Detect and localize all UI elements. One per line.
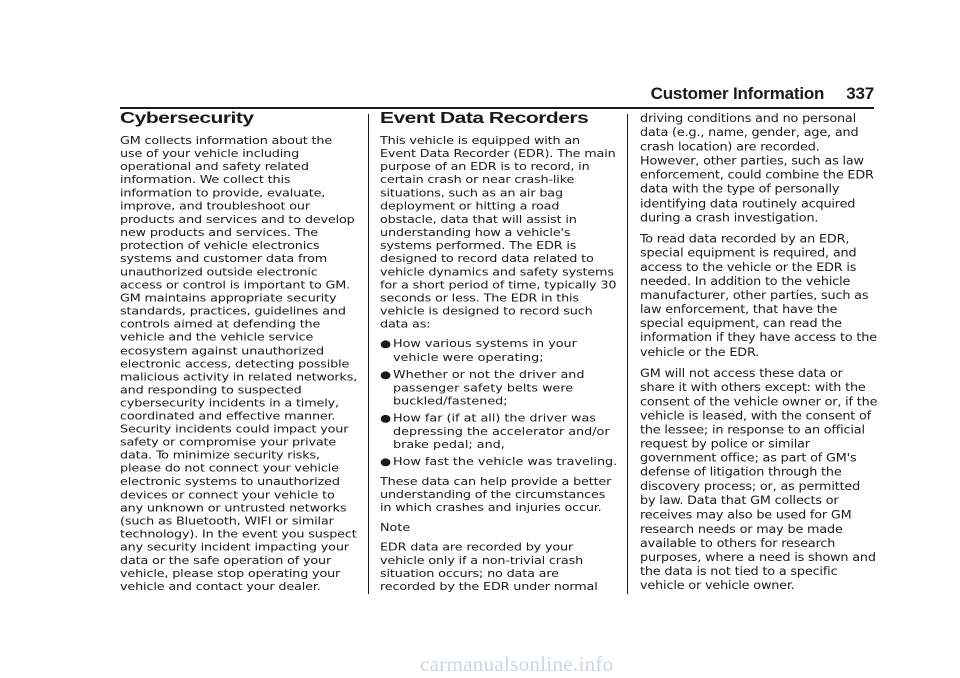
page-header xyxy=(651,84,874,104)
note-heading: Note xyxy=(380,522,411,534)
note-body: EDR data are recorded by your vehicle only if a non-trivial crash situation occurs; no data are recorded by the EDR under normal xyxy=(380,541,598,593)
section-heading-cybersecurity: Cybersecurity xyxy=(120,110,254,127)
column-divider xyxy=(627,114,628,594)
header-divider xyxy=(120,107,874,109)
edr-paragraph-1: driving conditions and no personal data (e.g., name, gender, age, and crash location) are recorded. However, other parties, such as law enforcement, could combine the EDR data with the type of personally identifying data routinely acquired during a crash investigation. xyxy=(640,112,874,225)
list-item: ● How various systems in your vehicle were operating; xyxy=(380,338,577,364)
bullet-icon: ● xyxy=(380,338,392,351)
column-divider xyxy=(368,114,369,594)
list-item: ● How fast the vehicle was traveling. xyxy=(380,456,618,469)
page-number: 337 xyxy=(846,84,874,103)
edr-after-bullets: These data can help provide a better understanding of the circumstances in which crashes and injuries occur. xyxy=(380,476,612,515)
edr-intro: This vehicle is equipped with an Event Data Recorder (EDR). The main purpose of an EDR is to record, in certain crash or near crash-like situations, such as an air bag deployment or hitting a road obstacle, data that will assist in understanding how a vehicle's systems performed. The EDR is designed to record data related to vehicle dynamics and safety systems for a short period of time, typically 30 seconds or less. The EDR in this vehicle is designed to record such data as: xyxy=(380,135,617,331)
watermark: carmanualsonline.info xyxy=(420,652,614,676)
bullet-icon: ● xyxy=(380,412,392,425)
cybersecurity-body: GM collects information about the use of your vehicle including operational and safety related information. We collect this information to provide, evaluate, improve, and troubleshoot our products and services and to develop new products and services. The protection of vehicle electronics systems and customer data from unauthorized outside electronic access or control is important to GM. GM maintains appropriate security standards, practices, guidelines and controls aimed at defending the vehicle and the vehicle service ecosystem against unauthorized electronic access, detecting possible malicious activity in related networks, and responding to suspected cybersecurity incidents in a timely, coordinated and effective manner. Security incidents could impact your safety or compromise your private data. To minimize security risks, please do not connect your vehicle electronic systems to unauthorized devices or connect your vehicle to any unknown or untrusted networks (such as Bluetooth, WIFI or similar technology). In the event you suspect any security incident impacting your data or the safe operation of your vehicle, please stop operating your vehicle and contact your dealer. xyxy=(120,135,358,593)
list-item: ● How far (if at all) the driver was depressing the accelerator and/or brake pedal; and, xyxy=(380,412,610,451)
column-event-data-recorders xyxy=(380,110,618,600)
list-item: ● Whether or not the driver and passenger safety belts were buckled/fastened; xyxy=(380,369,585,408)
section-heading-edr: Event Data Recorders xyxy=(380,110,589,127)
column-cybersecurity xyxy=(120,110,358,600)
bullet-icon: ● xyxy=(380,369,392,381)
column-edr-continued xyxy=(640,112,878,600)
edr-paragraph-2: To read data recorded by an EDR, special equipment is required, and access to the vehicle or the EDR is needed. In addition to the vehicle manufacturer, other parties, such as law enforcement, that have the special equipment, can read the information if they have access to the vehicle or the EDR. xyxy=(640,233,877,359)
edr-paragraph-3: GM will not access these data or share it with others except: with the consent of the vehicle owner or, if the vehicle is leased, with the consent of the lessee; in response to an official request by police or similar government office; as part of GM's defense of litigation through the discovery process; or, as permitted by law. Data that GM collects or receives may also be used for GM research needs or may be made available to others for research purposes, where a need is shown and the data is not tied to a specific vehicle or vehicle owner. xyxy=(640,367,878,593)
edr-bullet-list xyxy=(380,338,618,469)
bullet-icon: ● xyxy=(380,456,392,469)
section-title: Customer Information xyxy=(650,84,825,103)
